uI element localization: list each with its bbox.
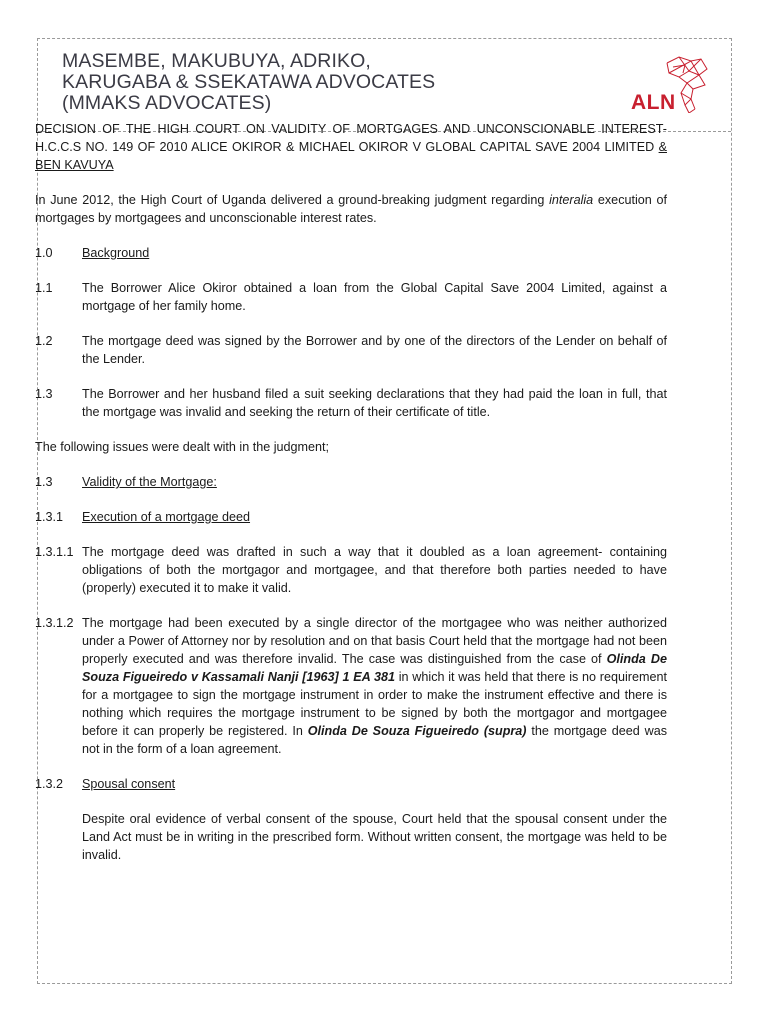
aln-logo: [631, 55, 711, 117]
case-citation: Olinda De Souza Figueiredo v Kassamali Nanji [1963] 1 EA 381: [82, 652, 667, 684]
document-body: [35, 120, 667, 864]
document-title: [35, 120, 667, 174]
intro-paragraph: In June 2012, the High Court of Uganda delivered a ground-breaking judgment regarding interalia execution of mortgages by mortgagees and unconscionable interest rates.: [35, 193, 667, 225]
aln-logo-text: ALN: [631, 91, 676, 114]
paragraph-1-1: 1.1 The Borrower Alice Okiror obtained a loan from the Global Capital Save 2004 Limited, against a mortgage of her family home.: [35, 281, 667, 313]
firm-name-line-2: KARUGABA & SSEKATAWA ADVOCATES: [62, 71, 436, 93]
letterhead: [38, 39, 731, 132]
paragraph-1-3: 1.3 The Borrower and her husband filed a suit seeking declarations that they had paid the loan in full, that the mortgage was invalid and seeking the return of their certificate of title.: [35, 387, 667, 419]
section-heading-spousal: 1.3.2 Spousal consent: [35, 777, 176, 791]
paragraph-1-2: 1.2 The mortgage deed was signed by the Borrower and by one of the directors of the Lender on behalf of the Lender.: [35, 334, 667, 366]
section-heading-background: 1.0 Background: [35, 246, 150, 260]
paragraph-1-3-1-1: 1.3.1.1 The mortgage deed was drafted in such a way that it doubled as a loan agreement- containing obligations of both the mortgagor and mortgagee, and that therefore both parties needed to have (properly) executed it to make it valid.: [35, 545, 667, 595]
paragraph-spousal: Despite oral evidence of verbal consent of the spouse, Court held that the spousal consent under the Land Act must be in writing in the prescribed form. Without written consent, the mortgage was held to be invalid.: [82, 812, 667, 862]
intro-italic: interalia: [549, 193, 594, 207]
title-text: DECISION OF THE HIGH COURT ON VALIDITY OF MORTGAGES AND UNCONSCIONABLE INTEREST- H.C.C.S NO. 149 OF 2010 ALICE OKIROR & MICHAEL OKIROR V GLOBAL CAPITAL SAVE 2004 LIMITED: [35, 122, 667, 154]
firm-name-line-1: MASEMBE, MAKUBUYA, ADRIKO,: [62, 50, 371, 72]
paragraph-1-3-1-2: 1.3.1.2 The mortgage had been executed by a single director of the mortgagee who was neither authorized under a Power of Attorney nor by resolution and on that basis Court held that the mortgage had not been properly executed and was therefore invalid. The case was distinguished from the case of Olinda De Souza Figueiredo v Kassamali Nanji [1963] 1 EA 381 in which it was held that there is no requirement for a mortgagee to sign the mortgage instrument in order to make the instrument effective and there is nothing which requires the mortgage instrument to be signed by both the mortgagor and mortgagee before it can properly be registered. In Olinda De Souza Figueiredo (supra) the mortgage deed was not in the form of a loan agreement.: [35, 616, 668, 756]
issues-intro: The following issues were dealt with in the judgment;: [35, 440, 330, 454]
section-heading-execution: 1.3.1 Execution of a mortgage deed: [35, 510, 251, 524]
firm-name-line-3: (MMAKS ADVOCATES): [62, 92, 272, 114]
section-heading-validity: 1.3 Validity of the Mortgage:: [35, 475, 217, 489]
firm-name: [62, 51, 435, 114]
title-underlined-text: & BEN KAVUYA: [35, 140, 667, 172]
case-citation-supra: Olinda De Souza Figueiredo (supra): [307, 724, 527, 738]
